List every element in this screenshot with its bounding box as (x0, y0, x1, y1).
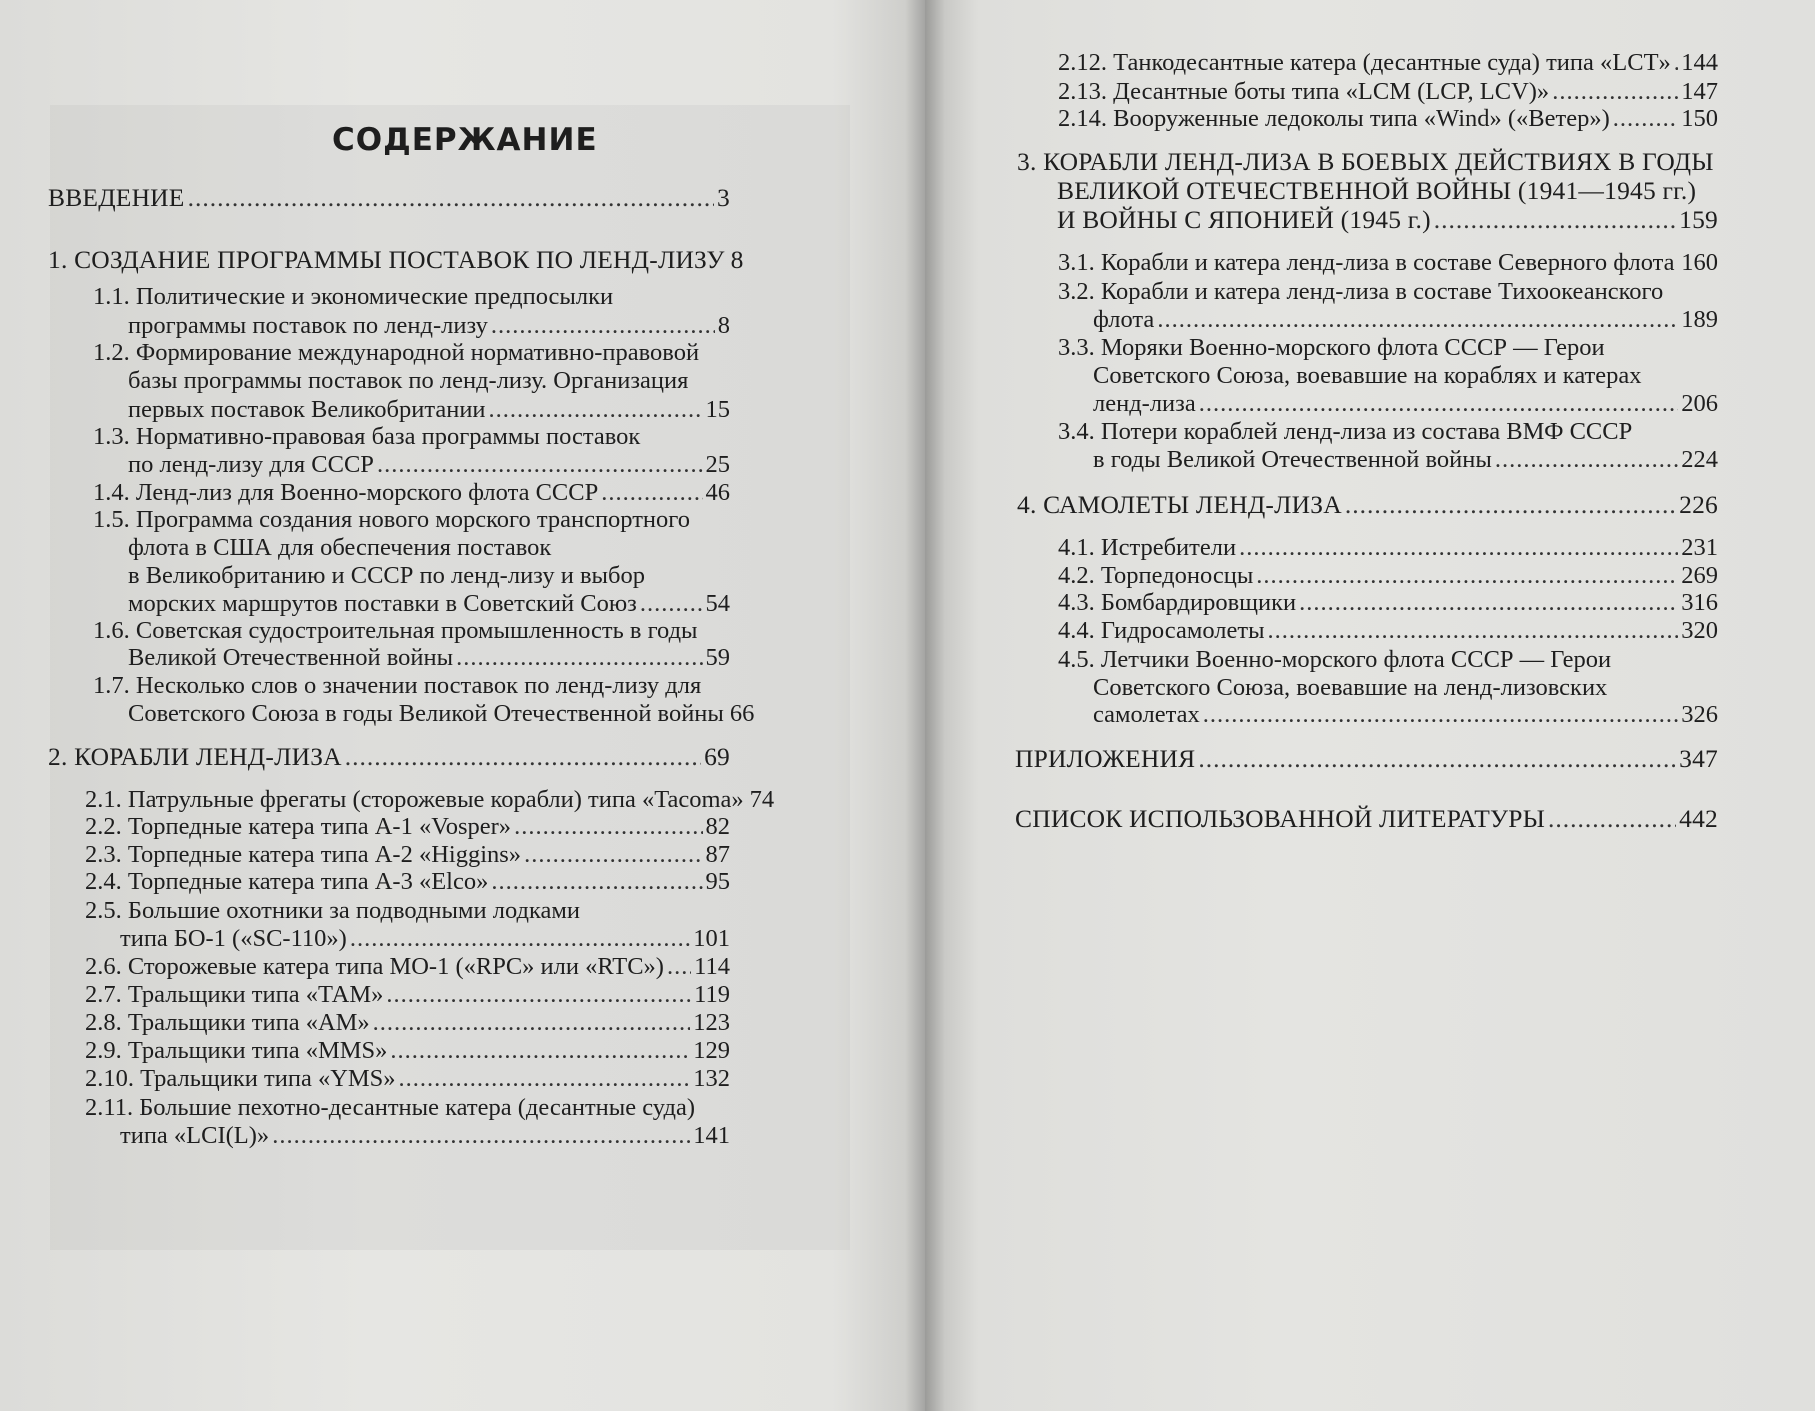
toc-entry-text: базы программы поставок по ленд-лизу. Организация (128, 367, 689, 394)
toc-entry (120, 924, 730, 954)
toc-leader-dots (390, 1036, 690, 1066)
toc-leader-dots (1678, 248, 1679, 278)
toc-page-number: 3 (717, 183, 730, 212)
right-page (925, 0, 1815, 1411)
toc-page-number: 101 (693, 925, 730, 952)
toc-page-number: 231 (1681, 534, 1718, 561)
toc-leader-dots (377, 450, 703, 480)
toc-entry-text: флота (1093, 306, 1155, 333)
toc-entry (93, 671, 730, 701)
toc-entry (128, 643, 730, 673)
toc-leader-dots (386, 980, 691, 1010)
toc-entry (85, 1008, 730, 1038)
toc-entry-text: 4.4. Гидросамолеты (1058, 617, 1265, 644)
toc-entry-text: 3. КОРАБЛИ ЛЕНД-ЛИЗА В БОЕВЫХ ДЕЙСТВИЯХ В ГОДЫ (1017, 147, 1714, 176)
toc-page-number: 95 (705, 868, 730, 895)
toc-entry-text: 2.9. Тральщики типа «MMS» (85, 1037, 388, 1064)
toc-entry (128, 699, 755, 729)
toc-page-number: 82 (705, 813, 730, 840)
toc-page-number: 206 (1681, 390, 1718, 417)
toc-leader-dots (350, 924, 690, 954)
toc-entry-text: Советского Союза, воевавшие на ленд-лизовских (1093, 674, 1608, 701)
toc-entry (85, 1036, 730, 1066)
toc-entry-text: И ВОЙНЫ С ЯПОНИЕЙ (1945 г.) (1057, 205, 1431, 234)
toc-leader-dots (1434, 205, 1676, 235)
toc-entry-text: 1.5. Программа создания нового морского транспортного (93, 506, 690, 533)
toc-leader-dots (489, 395, 703, 425)
toc-entry-text: 2.14. Вооруженные ледоколы типа «Wind» («Ветер») (1058, 105, 1610, 132)
toc-page-number: 46 (705, 479, 730, 506)
toc-entry (85, 1064, 730, 1094)
toc-leader-dots (1674, 48, 1678, 78)
toc-entry (93, 478, 730, 508)
toc-entry (48, 742, 730, 772)
toc-page-number: 442 (1679, 804, 1718, 833)
toc-entry (1057, 176, 1718, 206)
toc-entry-text: 2.10. Тральщики типа «YMS» (85, 1065, 396, 1092)
toc-entry-text: 1.4. Ленд-лиз для Военно-морского флота СССР (93, 479, 599, 506)
toc-entry-text: Советского Союза в годы Великой Отечественной войны (128, 700, 724, 727)
toc-entry-text: 2.8. Тральщики типа «АМ» (85, 1009, 370, 1036)
toc-page-number: 141 (693, 1122, 730, 1149)
toc-page-number: 226 (1679, 490, 1718, 519)
toc-entry-text: 3.2. Корабли и катера ленд-лиза в составе Тихоокеанского (1058, 278, 1664, 305)
toc-entry (120, 1121, 730, 1151)
toc-entry (85, 785, 775, 815)
toc-leader-dots (456, 643, 702, 673)
toc-entry-text: 3.4. Потери кораблей ленд-лиза из состава ВМФ СССР (1058, 418, 1633, 445)
toc-entry (1058, 561, 1718, 591)
toc-leader-dots (1552, 77, 1678, 107)
toc-entry (1093, 700, 1718, 730)
toc-entry (1058, 77, 1718, 107)
toc-entry-text: 4.3. Бомбардировщики (1058, 589, 1297, 616)
toc-page-number: 160 (1681, 249, 1718, 276)
toc-entry-text: ленд-лиза (1093, 390, 1196, 417)
toc-leader-dots (640, 589, 703, 619)
toc-leader-dots (345, 742, 701, 772)
toc-entry-text: 2.5. Большие охотники за подводными лодками (85, 897, 580, 924)
toc-entry-text: в Великобританию и СССР по ленд-лизу и выбор (128, 562, 645, 589)
toc-page-number: 159 (1679, 205, 1718, 234)
toc-leader-dots (399, 1064, 691, 1094)
toc-leader-dots (1268, 616, 1679, 646)
toc-entry (1058, 533, 1718, 563)
toc-page-number: 316 (1681, 589, 1718, 616)
toc-title: СОДЕРЖАНИЕ (332, 122, 598, 158)
toc-entry (1058, 616, 1718, 646)
toc-leader-dots (272, 1121, 690, 1151)
toc-page-number: 320 (1681, 617, 1718, 644)
toc-entry-text: 2.4. Торпедные катера типа А-3 «Elco» (85, 868, 489, 895)
toc-entry (1015, 804, 1718, 834)
toc-leader-dots (1613, 104, 1679, 134)
toc-entry (93, 282, 730, 312)
toc-entry-text: 2.2. Торпедные катера типа А-1 «Vosper» (85, 813, 512, 840)
toc-entry-text: Советского Союза, воевавшие на кораблях и катерах (1093, 362, 1642, 389)
toc-entry-text: флота в США для обеспечения поставок (128, 534, 552, 561)
toc-entry-text: 3.1. Корабли и катера ленд-лиза в составе Северного флота (1058, 249, 1675, 276)
toc-entry (48, 183, 730, 213)
toc-entry-text: 1.7. Несколько слов о значении поставок по ленд-лизу для (93, 672, 702, 699)
toc-entry-text: 1.3. Нормативно-правовая база программы поставок (93, 423, 641, 450)
toc-page-number: 150 (1681, 105, 1718, 132)
toc-page-number: 15 (705, 396, 730, 423)
toc-entry (93, 422, 730, 452)
toc-entry (85, 867, 730, 897)
toc-leader-dots (1157, 305, 1678, 335)
toc-entry (85, 840, 730, 870)
toc-leader-dots (1203, 700, 1679, 730)
toc-entry (1058, 104, 1718, 134)
toc-entry (1057, 205, 1718, 235)
toc-entry-text: СПИСОК ИСПОЛЬЗОВАННОЙ ЛИТЕРАТУРЫ (1015, 804, 1546, 833)
toc-entry (85, 980, 730, 1010)
toc-page-number: 8 (730, 245, 744, 274)
toc-entry-text: первых поставок Великобритании (128, 396, 486, 423)
toc-entry (128, 561, 730, 591)
toc-leader-dots (667, 952, 691, 982)
toc-entry-text: 2.11. Большие пехотно-десантные катера (десантные суда) (85, 1094, 696, 1121)
toc-entry (85, 812, 730, 842)
toc-leader-dots (373, 1008, 691, 1038)
toc-entry-text: 2. КОРАБЛИ ЛЕНД-ЛИЗА (48, 742, 342, 771)
toc-page-number: 66 (729, 700, 755, 727)
toc-entry-text: 1. СОЗДАНИЕ ПРОГРАММЫ ПОСТАВОК ПО ЛЕНД-ЛИЗУ (48, 245, 725, 274)
toc-entry (93, 505, 730, 535)
toc-entry (1093, 389, 1718, 419)
toc-page-number: 129 (693, 1037, 730, 1064)
toc-page-number: 69 (704, 742, 730, 771)
toc-entry-text: 2.7. Тральщики типа «ТАМ» (85, 981, 384, 1008)
toc-leader-dots (491, 311, 715, 341)
toc-entry-text: 1.6. Советская судостроительная промышленность в годы (93, 617, 698, 644)
toc-entry-text: ПРИЛОЖЕНИЯ (1015, 744, 1196, 773)
toc-entry (1015, 744, 1718, 774)
toc-entry-text: 2.6. Сторожевые катера типа МО-1 («RPC» или «RTC») (85, 953, 664, 980)
toc-page-number: 269 (1681, 562, 1718, 589)
toc-page-number: 147 (1681, 78, 1718, 105)
toc-page-number: 25 (705, 451, 730, 478)
toc-entry (48, 245, 744, 275)
toc-page-number: 123 (693, 1009, 730, 1036)
toc-leader-dots (1345, 490, 1676, 520)
toc-leader-dots (1495, 445, 1678, 475)
toc-entry (85, 952, 730, 982)
toc-entry (1058, 645, 1718, 675)
toc-page-number: 119 (694, 981, 730, 1008)
toc-leader-dots (601, 478, 702, 508)
toc-entry-text: морских маршрутов поставки в Советский Союз (128, 590, 637, 617)
toc-entry (128, 311, 730, 341)
toc-entry (1058, 48, 1718, 78)
toc-entry-text: 2.12. Танкодесантные катера (десантные суда) типа «LCT» (1058, 49, 1671, 76)
toc-entry (93, 616, 730, 646)
toc-entry-text: в годы Великой Отечественной войны (1093, 446, 1492, 473)
toc-entry-text: 2.3. Торпедные катера типа А-2 «Higgins» (85, 841, 522, 868)
toc-page-number: 59 (705, 644, 730, 671)
toc-leader-dots (514, 812, 702, 842)
toc-entry-text: ВЕЛИКОЙ ОТЕЧЕСТВЕННОЙ ВОЙНЫ (1941—1945 гг.) (1057, 176, 1697, 205)
toc-entry-text: 1.1. Политические и экономические предпосылки (93, 283, 614, 310)
toc-leader-dots (524, 840, 702, 870)
toc-entry (1093, 445, 1718, 475)
toc-leader-dots (1299, 588, 1678, 618)
toc-page-number: 347 (1679, 744, 1718, 773)
toc-entry-text: 4. САМОЛЕТЫ ЛЕНД-ЛИЗА (1017, 490, 1342, 519)
toc-entry (1093, 673, 1718, 703)
toc-entry-text: по ленд-лизу для СССР (128, 451, 374, 478)
toc-entry (128, 589, 730, 619)
toc-page-number: 326 (1681, 701, 1718, 728)
toc-entry (1017, 147, 1718, 177)
toc-page-number: 144 (1681, 49, 1718, 76)
toc-entry-text: 2.13. Десантные боты типа «LCM (LCP, LCV)» (1058, 78, 1550, 105)
toc-entry (93, 338, 730, 368)
toc-leader-dots (1239, 533, 1678, 563)
toc-page-number: 74 (749, 786, 775, 813)
toc-leader-dots (1198, 744, 1676, 774)
toc-entry (85, 896, 730, 926)
toc-page-number: 8 (717, 312, 730, 339)
toc-page-number: 189 (1681, 306, 1718, 333)
toc-entry (1093, 361, 1718, 391)
toc-entry (128, 366, 730, 396)
toc-entry-text: типа «LCI(L)» (120, 1122, 270, 1149)
toc-entry (1058, 248, 1718, 278)
toc-page-number: 114 (694, 953, 730, 980)
toc-entry-text: Великой Отечественной войны (128, 644, 454, 671)
toc-entry (85, 1093, 730, 1123)
toc-entry-text: 4.2. Торпедоносцы (1058, 562, 1254, 589)
toc-entry (1058, 277, 1718, 307)
toc-leader-dots (1256, 561, 1678, 591)
toc-entry (128, 395, 730, 425)
toc-entry (1058, 588, 1718, 618)
toc-entry-text: 4.5. Летчики Военно-морского флота СССР — Герои (1058, 646, 1612, 673)
toc-entry (128, 450, 730, 480)
toc-entry-text: типа БО-1 («SC-110») (120, 925, 347, 952)
toc-entry-text: ВВЕДЕНИЕ (48, 183, 185, 212)
toc-leader-dots (1548, 804, 1676, 834)
toc-page-number: 224 (1681, 446, 1718, 473)
toc-entry (128, 533, 730, 563)
toc-entry (1093, 305, 1718, 335)
toc-entry-text: программы поставок по ленд-лизу (128, 312, 488, 339)
toc-entry-text: 2.1. Патрульные фрегаты (сторожевые корабли) типа «Tacoma» (85, 786, 744, 813)
toc-page-number: 54 (705, 590, 730, 617)
toc-entry-text: 3.3. Моряки Военно-морского флота СССР — Герои (1058, 334, 1605, 361)
toc-leader-dots (1199, 389, 1679, 419)
toc-page-number: 132 (693, 1065, 730, 1092)
toc-entry (1017, 490, 1718, 520)
toc-entry-text: самолетах (1093, 701, 1200, 728)
toc-entry-text: 4.1. Истребители (1058, 534, 1237, 561)
toc-leader-dots (188, 183, 714, 213)
toc-entry (1058, 417, 1718, 447)
toc-entry (1058, 333, 1718, 363)
book-gutter-shadow (905, 0, 945, 1411)
toc-page-number: 87 (705, 841, 730, 868)
toc-entry-text: 1.2. Формирование международной нормативно-правовой (93, 339, 700, 366)
toc-leader-dots (491, 867, 702, 897)
